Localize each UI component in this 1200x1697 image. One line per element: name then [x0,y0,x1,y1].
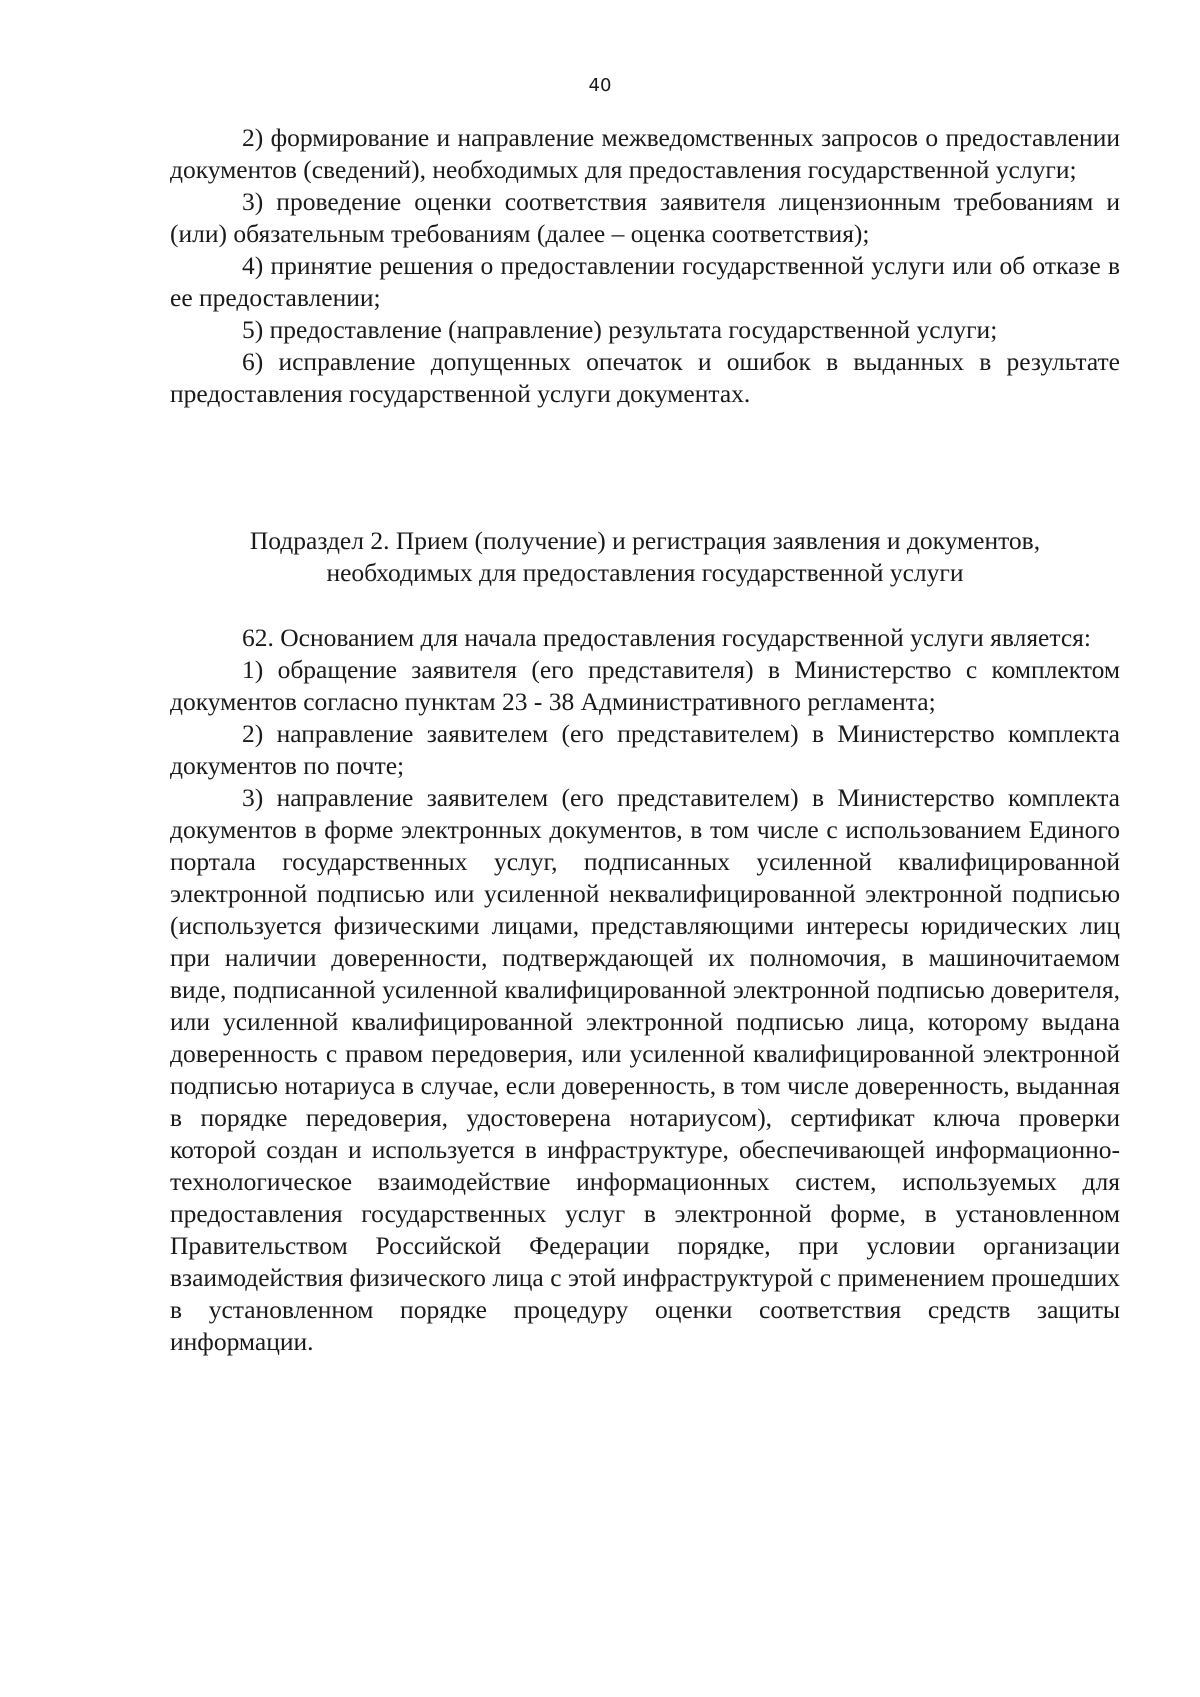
list-item: 2) формирование и направление межведомственных запросов о предоставлении документов (сведений), необходимых для предоставления государственной услуги; [170,123,1120,184]
page-number: 40 [588,75,612,96]
list-item: 3) проведение оценки соответствия заявителя лицензионным требованиям и (или) обязательным требованиям (далее – оценка соответствия); [170,187,1120,248]
list-item: 6) исправление допущенных опечаток и ошибок в выданных в результате предоставления государственной услуги документах. [170,347,1120,408]
subsection-heading [170,525,1120,589]
procedure-list [170,122,1120,410]
list-item: 5) предоставление (направление) результата государственной услуги; [242,315,998,344]
clause-62 [170,622,1120,1358]
subsection-heading-line1: Подраздел 2. Прием (получение) и регистрация заявления и документов, [249,526,1041,555]
clause-item: 1) обращение заявителя (его представителя) в Министерство с комплектом документов согласно пунктам 23 - 38 Административного регламента; [170,655,1120,716]
clause-intro: 62. Основанием для начала предоставления государственной услуги является: [242,623,1091,652]
clause-item: 3) направление заявителем (его представителем) в Министерство комплекта документов в форме электронных документов, в том числе с использованием Единого портала государственных услуг, подписанных усиленной квалифицированной электронной подписью или усиленной неквалифицированной электронной подписью (используется физическими лицами, представляющими интересы юридических лиц при наличии доверенности, подтверждающей их полномочия, в машиночитаемом виде, подписанной усиленной квалифицированной электронной подписью доверителя, или усиленной квалифицированной электронной подписью лица, которому выдана доверенность с правом передоверия, или усиленной квалифицированной электронной подписью нотариуса в случае, если доверенность, в том числе доверенность, выданная в порядке передоверия, удостоверена нотариусом), сертификат ключа проверки которой создан и используется в инфраструктуре, обеспечивающей информационно-технологическое взаимодействие информационных систем, используемых для предоставления государственных услуг в электронной форме, в установленном Правительством Российской Федерации порядке, при условии организации взаимодействия физического лица с этой инфраструктурой с применением прошедших в установленном порядке процедуру оценки соответствия средств защиты информации. [170,783,1120,1356]
clause-item: 2) направление заявителем (его представителем) в Министерство комплекта документов по почте; [170,719,1120,780]
subsection-heading-line2: необходимых для предоставления государственной услуги [326,558,964,587]
list-item: 4) принятие решения о предоставлении государственной услуги или об отказе в ее предоставлении; [170,251,1120,312]
